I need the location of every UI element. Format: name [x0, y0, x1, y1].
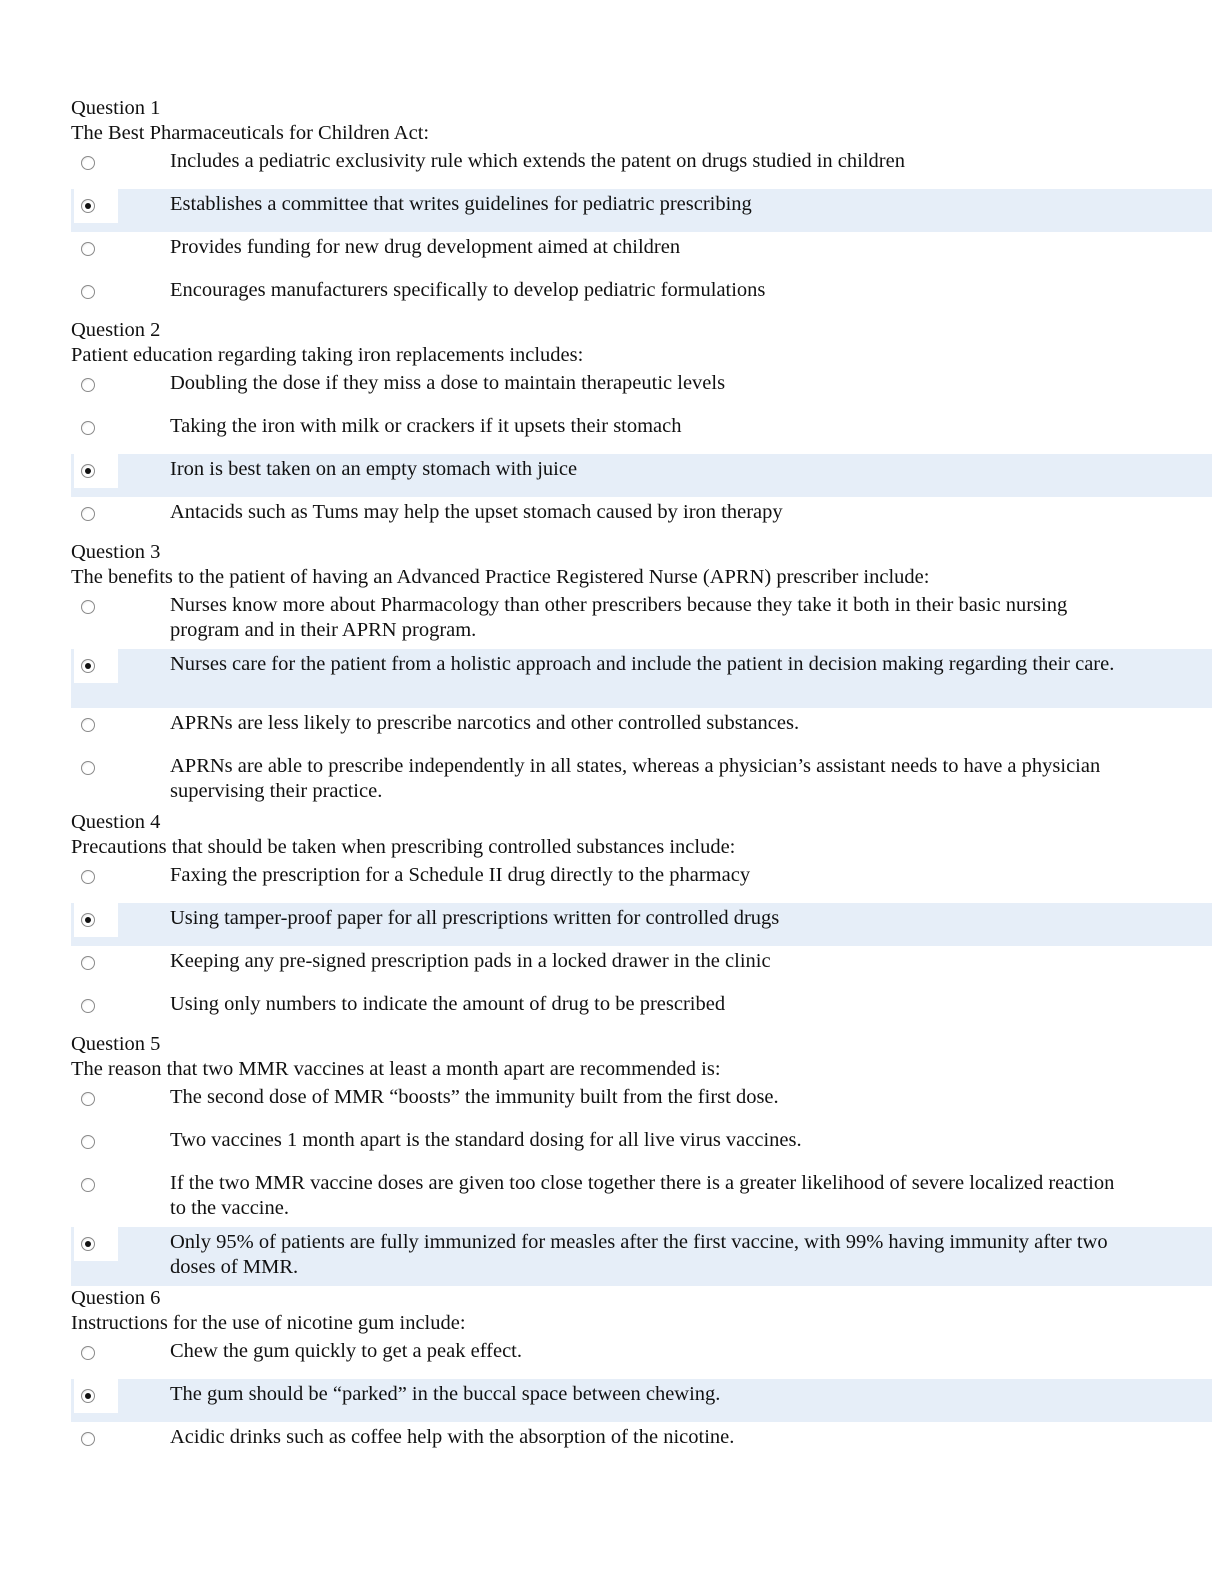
- answer-text: Establishes a committee that writes guidelines for pediatric prescribing: [170, 193, 752, 215]
- answer-option[interactable]: [71, 1168, 1212, 1227]
- answer-text: Doubling the dose if they miss a dose to maintain therapeutic levels: [170, 372, 726, 394]
- radio-button[interactable]: [81, 956, 95, 970]
- answer-text: Iron is best taken on an empty stomach with juice: [170, 458, 578, 480]
- question-label: Question 2: [71, 319, 161, 341]
- answer-option[interactable]: [71, 1336, 1212, 1379]
- question-label: Question 5: [71, 1033, 161, 1055]
- answer-text: Includes a pediatric exclusivity rule which extends the patent on drugs studied in children: [170, 150, 905, 172]
- radio-button[interactable]: [81, 1092, 95, 1106]
- answer-option[interactable]: [71, 1082, 1212, 1125]
- question-text: Patient education regarding taking iron replacements includes:: [71, 344, 584, 366]
- question-4: [0, 810, 1224, 1032]
- radio-button-selected[interactable]: [81, 659, 95, 673]
- answer-option[interactable]: [71, 146, 1212, 189]
- answer-text: Using only numbers to indicate the amount of drug to be prescribed: [170, 993, 726, 1015]
- radio-button[interactable]: [81, 1135, 95, 1149]
- question-label: Question 6: [71, 1287, 161, 1309]
- question-label: Question 3: [71, 541, 161, 563]
- answer-option[interactable]: [71, 1379, 1212, 1422]
- answer-option[interactable]: [71, 189, 1212, 232]
- answer-text: Nurses care for the patient from a holistic approach and include the patient in decision making regarding their care.: [170, 653, 1115, 675]
- answer-text: Using tamper-proof paper for all prescriptions written for controlled drugs: [170, 907, 780, 929]
- radio-button[interactable]: [81, 1432, 95, 1446]
- radio-button[interactable]: [81, 870, 95, 884]
- radio-button[interactable]: [81, 761, 95, 775]
- answer-option[interactable]: [71, 454, 1212, 497]
- answer-option[interactable]: [71, 989, 1212, 1032]
- answer-option[interactable]: [71, 497, 1212, 540]
- radio-button[interactable]: [81, 285, 95, 299]
- answer-option[interactable]: [71, 1125, 1212, 1168]
- answer-text: The gum should be “parked” in the buccal space between chewing.: [170, 1383, 721, 1405]
- question-5: [0, 1032, 1224, 1286]
- answer-option[interactable]: [71, 751, 1212, 810]
- answer-text: Encourages manufacturers specifically to develop pediatric formulations: [170, 279, 766, 301]
- answer-option[interactable]: [71, 232, 1212, 275]
- answer-option[interactable]: [71, 1227, 1212, 1286]
- radio-button[interactable]: [81, 156, 95, 170]
- answer-text: Taking the iron with milk or crackers if it upsets their stomach: [170, 415, 682, 437]
- radio-button-selected[interactable]: [81, 464, 95, 478]
- answer-option[interactable]: [71, 411, 1212, 454]
- radio-button[interactable]: [81, 242, 95, 256]
- answer-text: APRNs are able to prescribe independently in all states, whereas a physician’s assistant needs to have a physician supervising their practice.: [170, 755, 1101, 802]
- answer-text: Chew the gum quickly to get a peak effect.: [170, 1340, 522, 1362]
- radio-button[interactable]: [81, 1346, 95, 1360]
- answer-option[interactable]: [71, 649, 1212, 708]
- answer-text: Only 95% of patients are fully immunized for measles after the first vaccine, with 99% having immunity after two doses of MMR.: [170, 1231, 1108, 1278]
- radio-button-selected[interactable]: [81, 913, 95, 927]
- quiz-page: [0, 96, 1224, 1465]
- radio-button[interactable]: [81, 1178, 95, 1192]
- radio-button[interactable]: [81, 378, 95, 392]
- radio-button-selected[interactable]: [81, 1389, 95, 1403]
- answer-text: Two vaccines 1 month apart is the standard dosing for all live virus vaccines.: [170, 1129, 802, 1151]
- answer-text: Nurses know more about Pharmacology than other prescribers because they take it both in their basic nursing program and in their APRN program.: [170, 594, 1068, 641]
- answer-text: Antacids such as Tums may help the upset stomach caused by iron therapy: [170, 501, 783, 523]
- question-1: [0, 96, 1224, 318]
- question-label: Question 1: [71, 97, 161, 119]
- radio-button[interactable]: [81, 507, 95, 521]
- answer-text: APRNs are less likely to prescribe narcotics and other controlled substances.: [170, 712, 800, 734]
- question-text: Instructions for the use of nicotine gum include:: [71, 1312, 466, 1334]
- radio-button[interactable]: [81, 999, 95, 1013]
- answer-text: Keeping any pre-signed prescription pads in a locked drawer in the clinic: [170, 950, 771, 972]
- answer-text: The second dose of MMR “boosts” the immunity built from the first dose.: [170, 1086, 779, 1108]
- answer-text: Faxing the prescription for a Schedule II drug directly to the pharmacy: [170, 864, 751, 886]
- radio-button-selected[interactable]: [81, 1237, 95, 1251]
- radio-button[interactable]: [81, 718, 95, 732]
- answer-option[interactable]: [71, 368, 1212, 411]
- answer-option[interactable]: [71, 275, 1212, 318]
- answer-text: Acidic drinks such as coffee help with the absorption of the nicotine.: [170, 1426, 735, 1448]
- question-6: [0, 1286, 1224, 1465]
- answer-text: If the two MMR vaccine doses are given too close together there is a greater likelihood of severe localized reaction to the vaccine.: [170, 1172, 1115, 1219]
- answer-text: Provides funding for new drug development aimed at children: [170, 236, 681, 258]
- radio-button[interactable]: [81, 600, 95, 614]
- question-2: [0, 318, 1224, 540]
- question-3: [0, 540, 1224, 810]
- question-label: Question 4: [71, 811, 161, 833]
- answer-option[interactable]: [71, 590, 1212, 649]
- radio-button[interactable]: [81, 421, 95, 435]
- question-text: The Best Pharmaceuticals for Children Act:: [71, 122, 430, 144]
- question-text: Precautions that should be taken when prescribing controlled substances include:: [71, 836, 736, 858]
- answer-option[interactable]: [71, 708, 1212, 751]
- question-text: The benefits to the patient of having an Advanced Practice Registered Nurse (APRN) prescriber include:: [71, 566, 930, 588]
- radio-button-selected[interactable]: [81, 199, 95, 213]
- answer-option[interactable]: [71, 903, 1212, 946]
- answer-option[interactable]: [71, 1422, 1212, 1465]
- answer-option[interactable]: [71, 946, 1212, 989]
- answer-option[interactable]: [71, 860, 1212, 903]
- question-text: The reason that two MMR vaccines at least a month apart are recommended is:: [71, 1058, 721, 1080]
